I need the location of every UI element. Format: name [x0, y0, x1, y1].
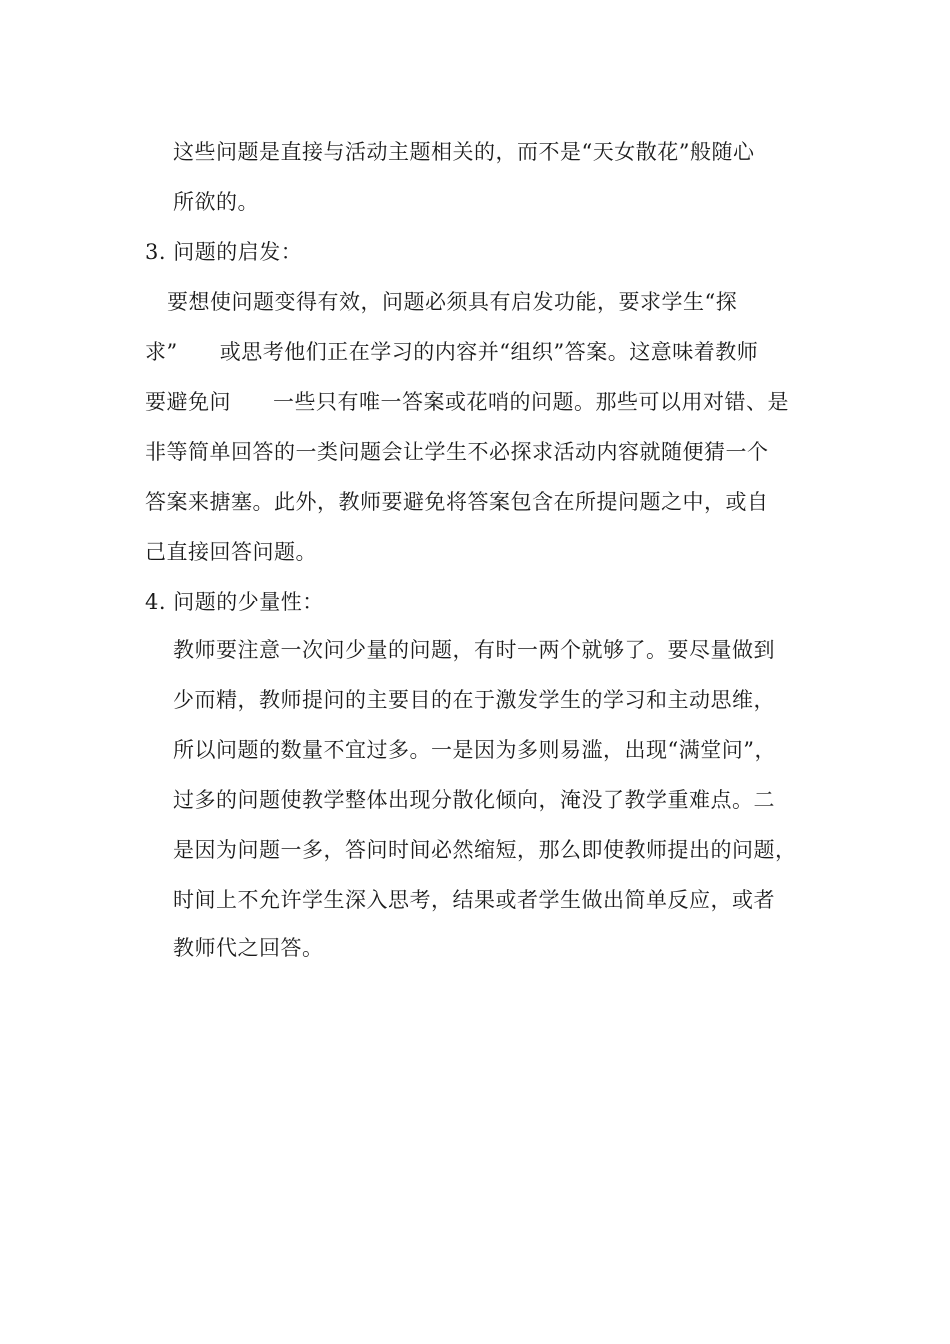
text-fragment: 求” [145, 340, 178, 364]
paragraph-line: 少而精，教师提问的主要目的在于激发学生的学习和主动思维， [173, 688, 775, 712]
text-fragment: 或思考他们正在学习的内容并“组织”答案。这意味着教师 [219, 340, 759, 364]
paragraph-line: 时间上不允许学生深入思考，结果或者学生做出简单反应，或者 [173, 888, 775, 912]
paragraph-line: 所以问题的数量不宜过多。一是因为多则易滥，出现“满堂问”， [173, 738, 776, 762]
paragraph-line: 是因为问题一多，答问时间必然缩短，那么即使教师提出的问题， [173, 838, 797, 862]
paragraph-line [145, 388, 789, 416]
paragraph-line [145, 338, 758, 366]
paragraph-line: 过多的问题使教学整体出现分散化倾向，淹没了教学重难点。二 [173, 788, 775, 812]
section-heading: 4. 问题的少量性： [145, 590, 324, 614]
paragraph-line: 教师要注意一次问少量的问题，有时一两个就够了。要尽量做到 [173, 638, 775, 662]
section-heading: 3. 问题的启发： [145, 240, 303, 264]
paragraph-line: 答案来搪塞。此外，教师要避免将答案包含在所提问题之中，或自 [145, 490, 769, 514]
paragraph-line: 非等简单回答的一类问题会让学生不必探求活动内容就随便猜一个 [145, 440, 769, 464]
paragraph-line: 己直接回答问题。 [145, 540, 317, 564]
text-fragment: 一些只有唯一答案或花哨的问题。那些可以用对错、是 [273, 390, 789, 414]
paragraph-line: 这些问题是直接与活动主题相关的，而不是“天女散花”般随心 [173, 140, 755, 164]
text-fragment: 要避免问 [145, 390, 231, 414]
paragraph-line: 教师代之回答。 [173, 936, 324, 960]
paragraph-line: 所欲的。 [173, 190, 259, 214]
paragraph-line: 要想使问题变得有效，问题必须具有启发功能，要求学生“探 [167, 290, 738, 314]
